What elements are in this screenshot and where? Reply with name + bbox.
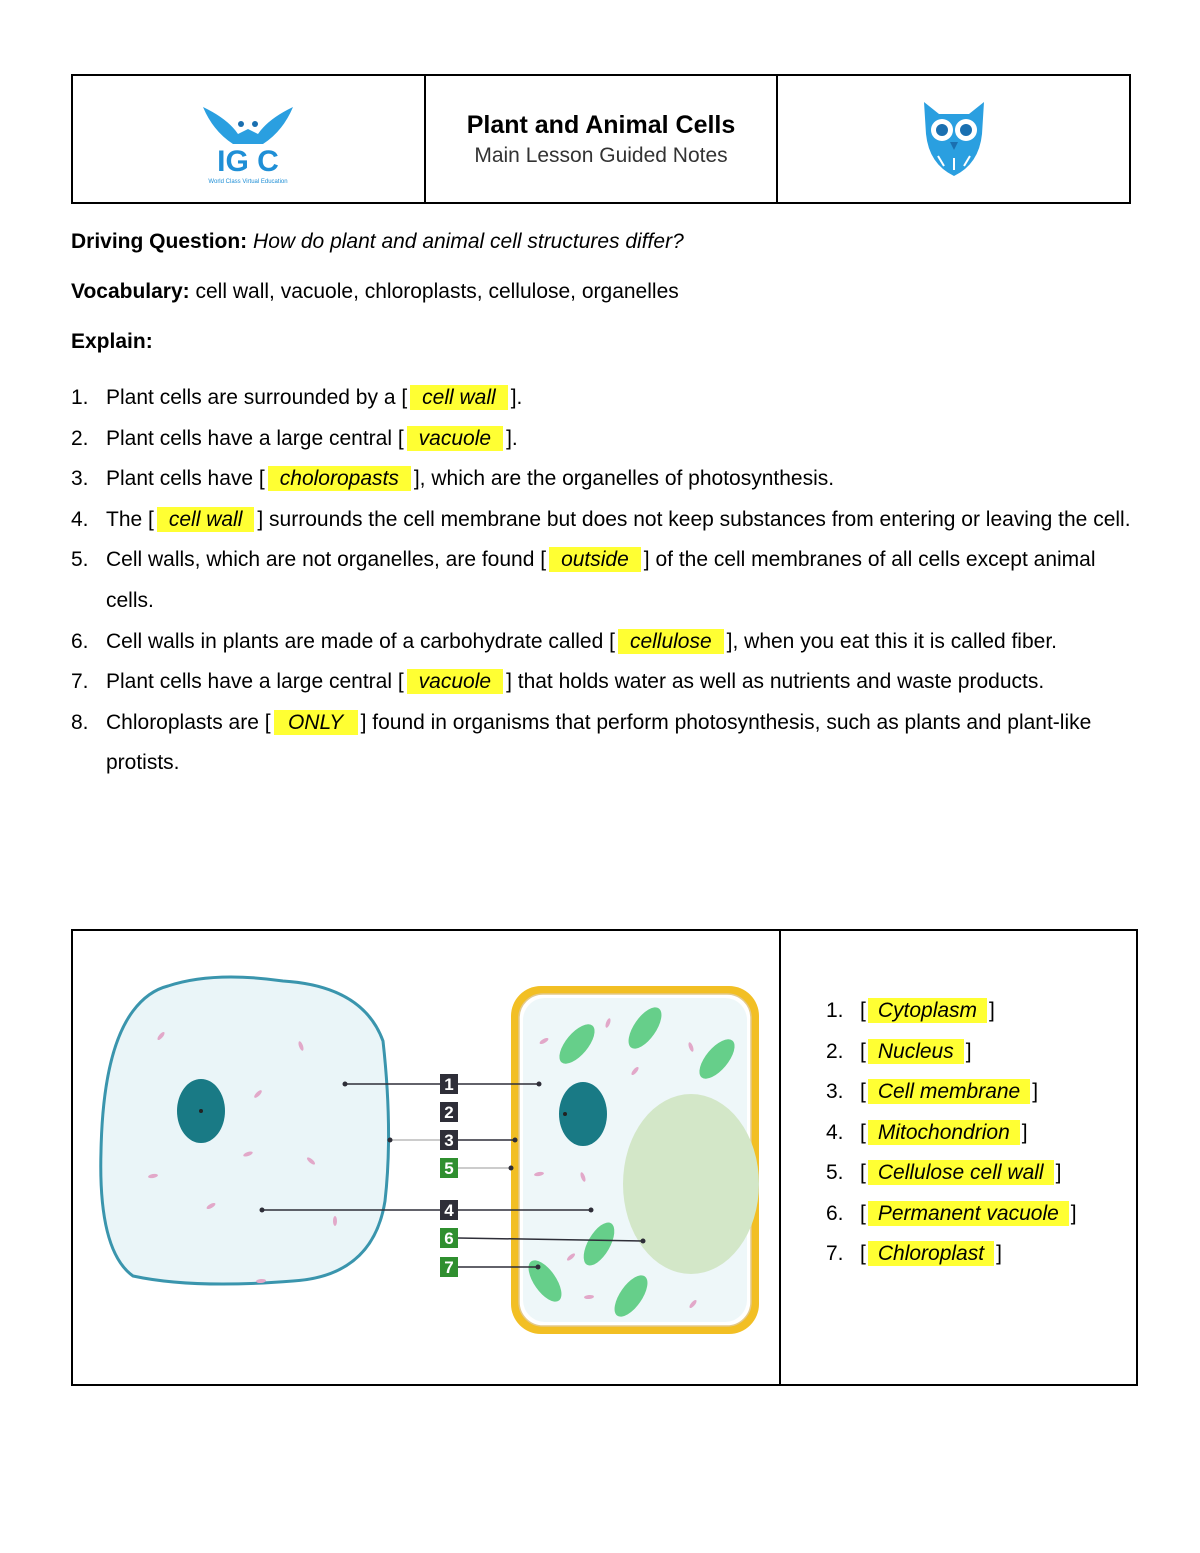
explain-item: 5. Cell walls, which are not organelles, are found [ outside ] of the cell membranes of all cells except animal cells. — [71, 548, 1096, 612]
cell-diagram-table — [71, 929, 1138, 1386]
plant-vacuole — [623, 1094, 759, 1274]
answer-blank[interactable]: outside — [549, 547, 641, 572]
header-table — [71, 74, 1131, 204]
marker-5: 5 — [444, 1159, 454, 1178]
label-item: 5. [ Cellulose cell wall ] — [826, 1161, 1062, 1184]
vocabulary-label: Vocabulary: — [71, 280, 190, 303]
explain-item: 8. Chloroplasts are [ ONLY ] found in organisms that perform photosynthesis, such as plants and plant-like protists. — [71, 710, 1092, 775]
label-item: 1. [ Cytoplasm ] — [826, 999, 995, 1022]
explain-list — [71, 378, 1141, 784]
explain-item: 1. Plant cells are surrounded by a [ cell wall ]. — [71, 386, 523, 409]
logo-cell — [73, 76, 424, 202]
driving-label: Driving Question: — [71, 230, 248, 253]
explain-item: 2. Plant cells have a large central [ vacuole ]. — [71, 426, 518, 450]
label-blank[interactable]: Mitochondrion — [868, 1120, 1020, 1145]
explain-heading: Explain: — [71, 330, 153, 353]
label-item: 3. [ Cell membrane ] — [826, 1080, 1039, 1103]
label-item: 4. [ Mitochondrion ] — [826, 1120, 1028, 1144]
igc-logo — [183, 89, 313, 189]
explain-item: 3. Plant cells have [ choloropasts ], which are the organelles of photosynthesis. — [71, 467, 835, 491]
title-cell — [424, 76, 777, 202]
answer-blank[interactable]: cell wall — [157, 507, 255, 532]
explain-item: 6. Cell walls in plants are made of a carbohydrate called [ cellulose ], when you eat this it is called fiber. — [71, 629, 1057, 653]
marker-1: 1 — [444, 1075, 454, 1094]
vocabulary-text: cell wall, vacuole, chloroplasts, cellulose, organelles — [195, 280, 679, 303]
marker-6: 6 — [444, 1229, 454, 1248]
label-blank[interactable]: Permanent vacuole — [868, 1201, 1069, 1226]
marker-2: 2 — [444, 1103, 454, 1122]
explain-item: 4. The [ cell wall ] surrounds the cell membrane but does not keep substances from entering or leaving the cell. — [71, 507, 1131, 531]
label-item: 7. [ Chloroplast ] — [826, 1242, 1002, 1265]
label-item: 2. [ Nucleus ] — [826, 1039, 972, 1063]
answer-blank[interactable]: vacuole — [407, 669, 503, 694]
animal-cell — [101, 977, 389, 1284]
marker-4: 4 — [444, 1201, 454, 1220]
diagram-divider — [779, 931, 781, 1384]
vocabulary — [71, 279, 679, 305]
owl-cell — [776, 76, 1129, 202]
label-blank[interactable]: Cell membrane — [868, 1079, 1030, 1104]
marker-7: 7 — [444, 1258, 454, 1277]
logo-caption: World Class Virtual Education — [208, 179, 288, 185]
driving-question — [71, 229, 684, 255]
label-blank[interactable]: Chloroplast — [868, 1241, 994, 1266]
label-blank[interactable]: Cytoplasm — [868, 998, 987, 1023]
driving-text: How do plant and animal cell structures differ? — [253, 230, 684, 253]
answer-blank[interactable]: cell wall — [410, 385, 508, 410]
owl-icon — [914, 94, 994, 184]
answer-blank[interactable]: vacuole — [407, 426, 503, 451]
label-blank[interactable]: Cellulose cell wall — [868, 1160, 1054, 1185]
page-subtitle: Main Lesson Guided Notes — [474, 143, 728, 167]
logo-text: IG C — [217, 145, 280, 178]
explain-item: 7. Plant cells have a large central [ vacuole ] that holds water as well as nutrients and waste products. — [71, 670, 1045, 694]
page-title: Plant and Animal Cells — [466, 110, 736, 139]
answer-blank[interactable]: choloropasts — [268, 466, 411, 491]
answer-blank[interactable]: ONLY — [274, 710, 358, 735]
diagram-label-list — [826, 991, 1077, 1275]
label-blank[interactable]: Nucleus — [868, 1039, 964, 1064]
label-item: 6. [ Permanent vacuole ] — [826, 1201, 1077, 1225]
cell-diagram — [73, 931, 778, 1386]
answer-blank[interactable]: cellulose — [618, 629, 724, 654]
marker-3: 3 — [444, 1131, 454, 1150]
